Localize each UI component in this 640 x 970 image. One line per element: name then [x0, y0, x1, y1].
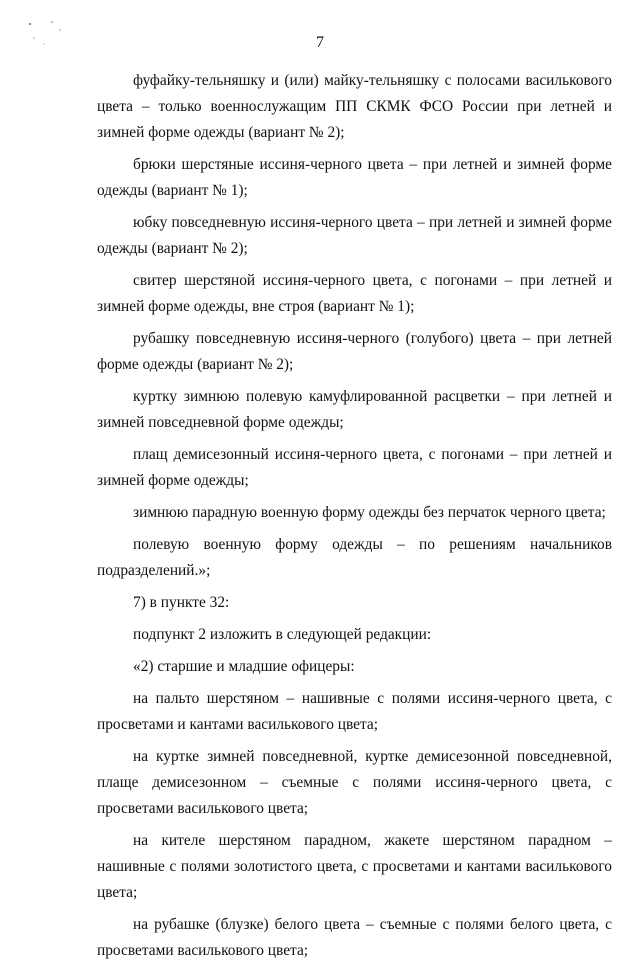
paragraph: юбку повседневную иссиня-черного цвета – при летней и зимней форме одежды (вариант № 2); [97, 214, 612, 257]
paragraph: «2) старшие и младшие офицеры: [133, 658, 355, 675]
paragraph: на пальто шерстяном – нашивные с полями иссиня-черного цвета, с просветами и кантами василькового цвета; [97, 690, 612, 733]
paragraph: на кителе шерстяном парадном, жакете шерстяном парадном – нашивные с полями золотистого цвета, с просветами и кантами василькового цвета; [97, 832, 612, 901]
paragraph: куртку зимнюю полевую камуфлированной расцветки – при летней и зимней повседневной форме одежды; [97, 388, 612, 431]
page-number: 7 [316, 34, 324, 51]
paragraph: на рубашке (блузке) белого цвета – съемные с полями белого цвета, с просветами василькового цвета; [97, 916, 612, 959]
paragraph: брюки шерстяные иссиня-черного цвета – при летней и зимней форме одежды (вариант № 1); [97, 156, 612, 199]
paragraph: зимнюю парадную военную форму одежды без перчаток черного цвета; [133, 504, 606, 521]
paragraph: рубашку повседневную иссиня-черного (голубого) цвета – при летней форме одежды (вариант № 2); [97, 330, 612, 373]
paragraph: 7) в пункте 32: [133, 594, 230, 611]
paragraph: подпункт 2 изложить в следующей редакции: [133, 626, 432, 643]
paragraph: плащ демисезонный иссиня-черного цвета, с погонами – при летней и зимней форме одежды; [97, 446, 612, 489]
document-body [97, 68, 612, 970]
paragraph: полевую военную форму одежды – по решениям начальников подразделений.»; [97, 536, 612, 579]
paragraph: на куртке зимней повседневной, куртке демисезонной повседневной, плаще демисезонном – съемные с полями иссиня-черного цвета, с просветами василькового цвета; [97, 748, 612, 817]
paragraph: свитер шерстяной иссиня-черного цвета, с погонами – при летней и зимней форме одежды, вне строя (вариант № 1); [97, 272, 612, 315]
paragraph: фуфайку-тельняшку и (или) майку-тельняшку с полосами василькового цвета – только военнослужащим ПП СКМК ФСО России при летней и зимней форме одежды (вариант № 2); [97, 72, 612, 141]
